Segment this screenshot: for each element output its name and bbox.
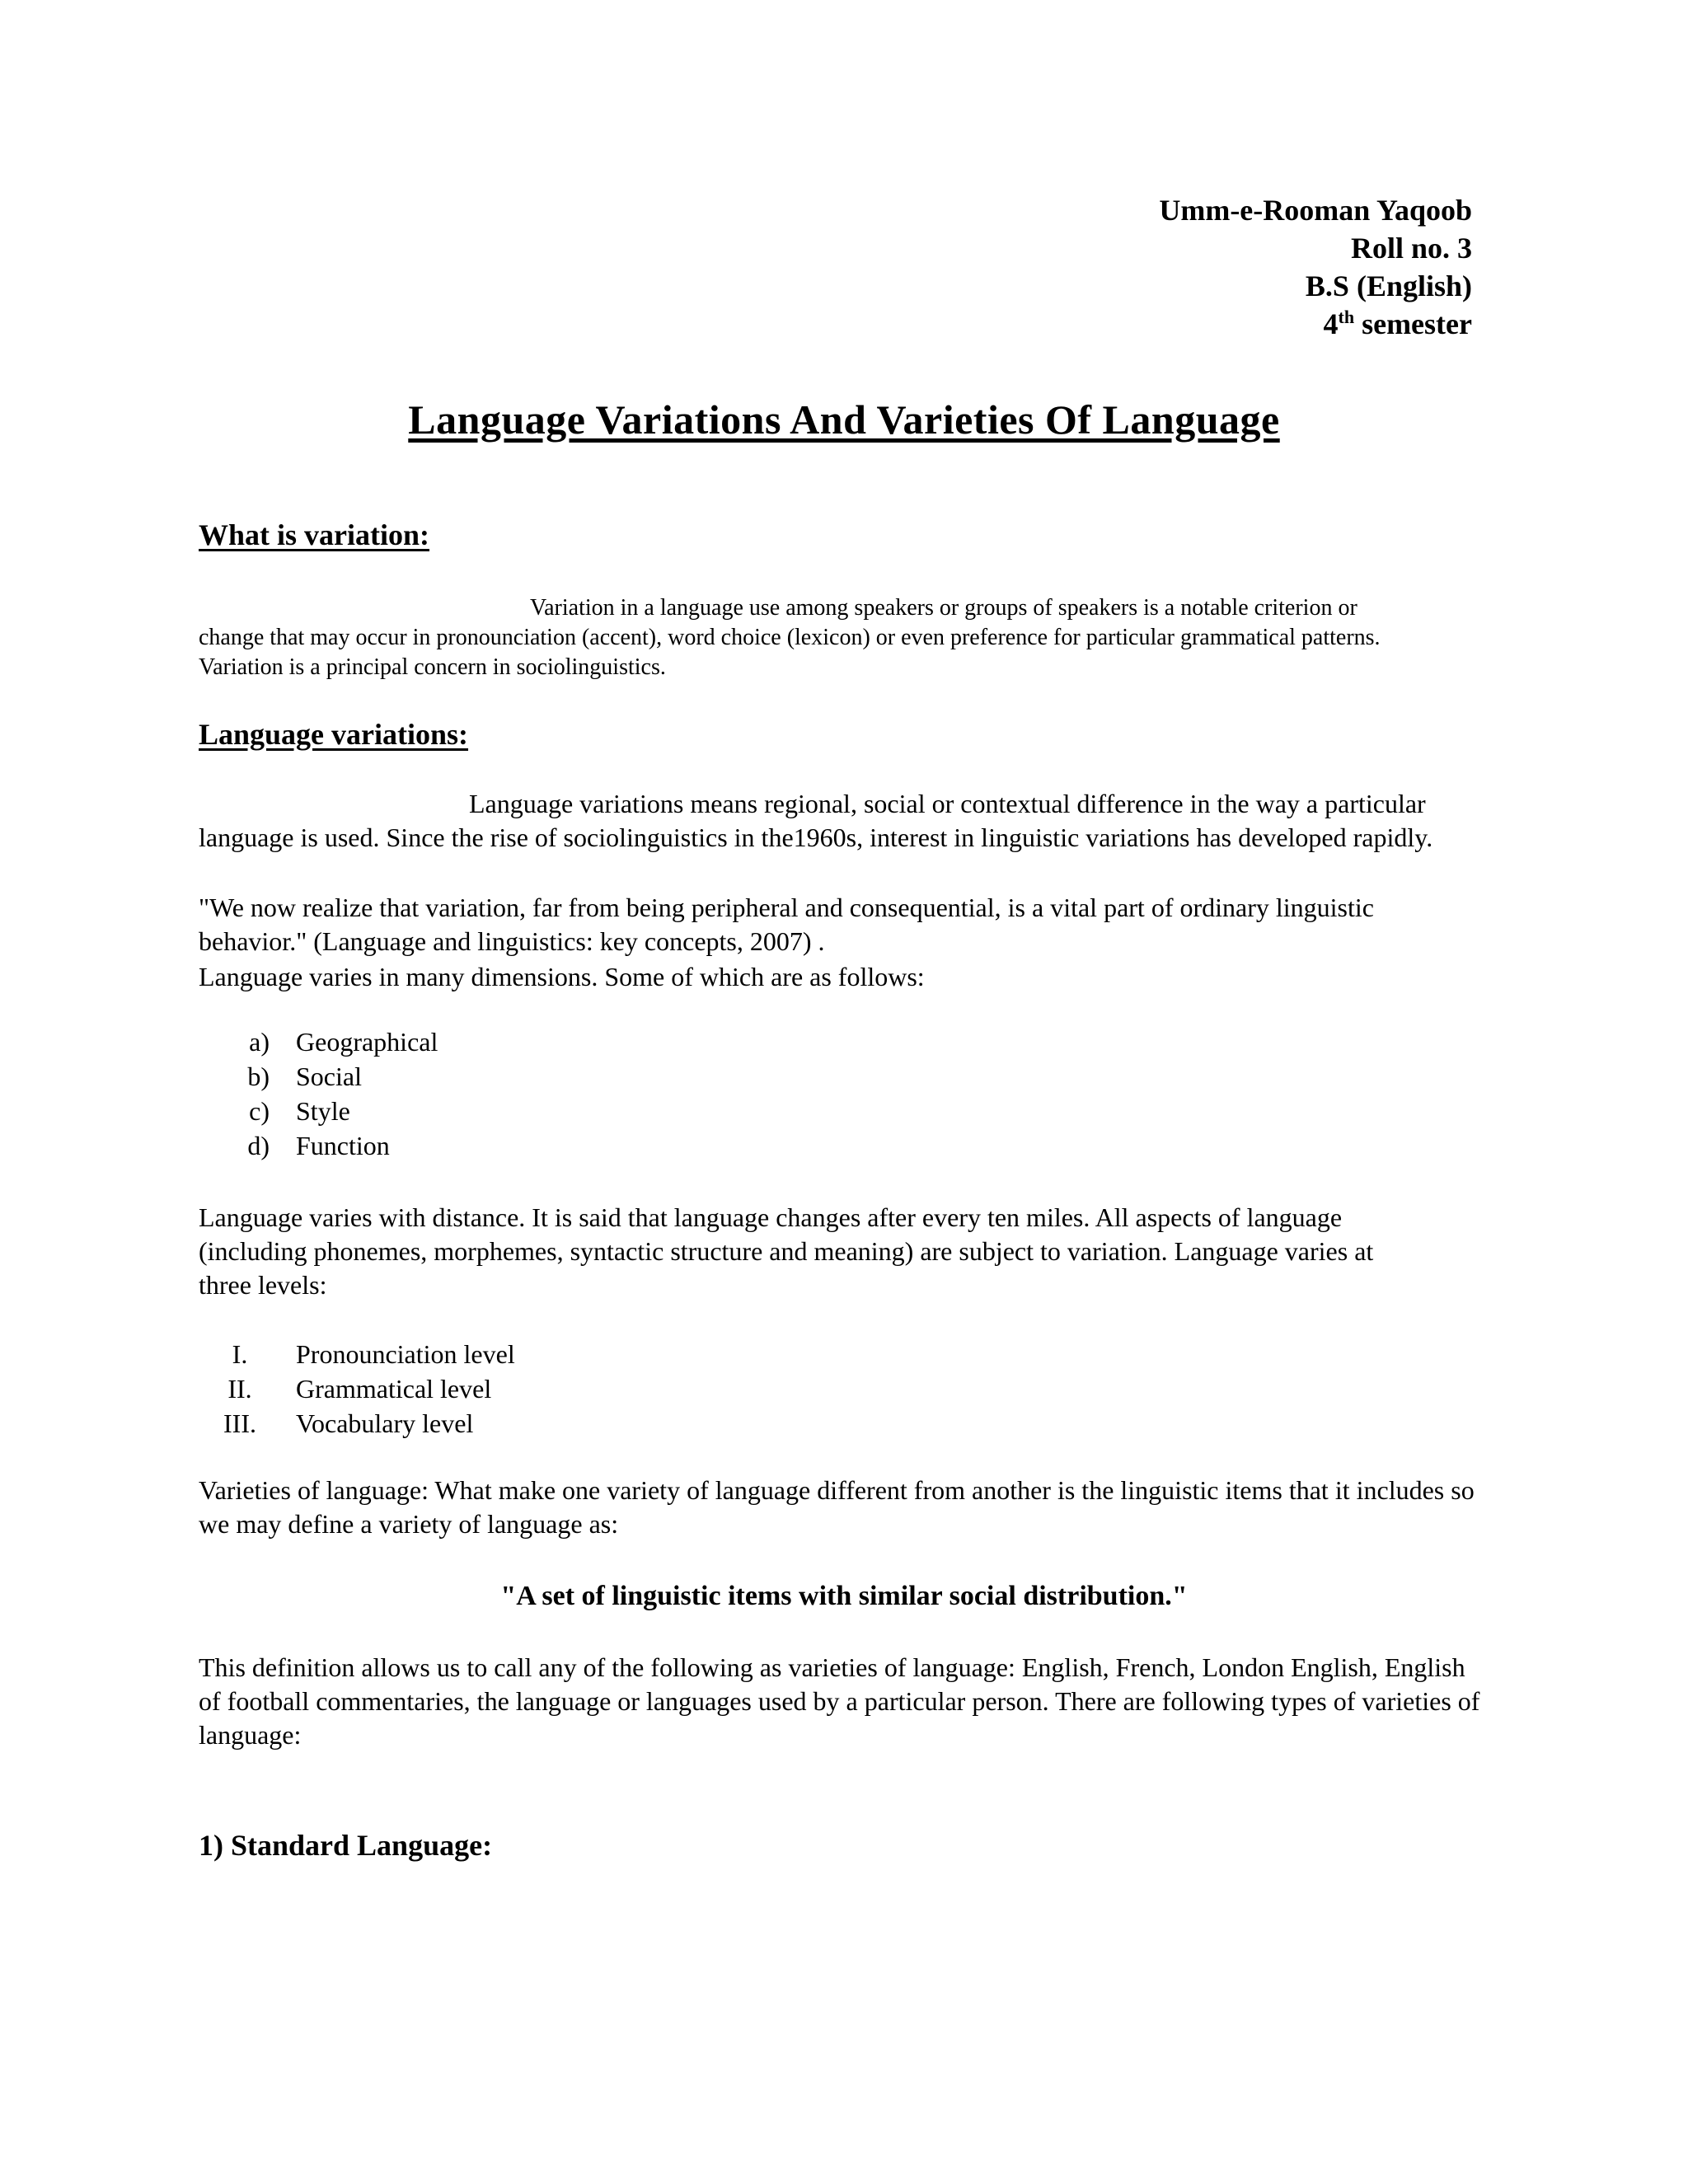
author-info: [1159, 191, 1472, 343]
heading-language-variations: Language variations:: [199, 718, 469, 751]
heading-what-is-variation: What is variation:: [199, 518, 430, 551]
list-item: d) Function: [247, 1131, 390, 1160]
heading-standard-language: 1) Standard Language:: [199, 1829, 493, 1862]
variation-definition-paragraph: Variation in a language use among speakers or groups of speakers is a notable criterion or change that may occur in pronounciation (accent), word choice (lexicon) or even preference for particular grammatical patterns. Variation is a principal concern in sociolinguistics.: [199, 595, 1381, 680]
author-name: Umm-e-Rooman Yaqoob: [1159, 194, 1472, 227]
definition-explanation-paragraph: This definition allows us to call any of the following as varieties of language: English, French, London English, English of football commentaries, the language or languages used by a particular person. There are following types of varieties of language:: [199, 1652, 1480, 1750]
quote-paragraph: "We now realize that variation, far from being peripheral and consequential, is a vital part of ordinary linguistic behavior." (Language and linguistics: key concepts, 2007) .: [199, 893, 1374, 956]
dimensions-list: [199, 1024, 438, 1163]
varieties-paragraph: Varieties of language: What make one variety of language different from another is the linguistic items that it includes so we may define a variety of language as:: [199, 1475, 1475, 1539]
language-variations-paragraph: Language variations means regional, social or contextual difference in the way a particular language is used. Since the rise of sociolinguistics in the1960s, interest in linguistic variations has developed rapidly.: [199, 789, 1433, 852]
levels-list: [199, 1337, 515, 1441]
variety-definition: "A set of linguistic items with similar social distribution.": [500, 1581, 1188, 1611]
list-item: b) Social: [247, 1062, 362, 1091]
list-item: c) Style: [249, 1096, 350, 1126]
list-item: a) Geographical: [249, 1027, 438, 1057]
semester: 4th semester: [1323, 307, 1472, 340]
list-item: I. Pronounciation level: [232, 1339, 515, 1369]
list-item: II. Grammatical level: [227, 1374, 492, 1404]
roll-number: Roll no. 3: [1350, 232, 1472, 265]
distance-paragraph: Language varies with distance. It is said that language changes after every ten miles. All aspects of language (including phonemes, morphemes, syntactic structure and meaning) are subject to variation. Language varies at three levels:: [199, 1202, 1374, 1300]
list-item: III. Vocabulary level: [223, 1408, 474, 1438]
document-title: Language Variations And Varieties Of Language: [408, 396, 1280, 443]
dimensions-intro: Language varies in many dimensions. Some of which are as follows:: [199, 962, 925, 991]
program: B.S (English): [1305, 269, 1472, 302]
